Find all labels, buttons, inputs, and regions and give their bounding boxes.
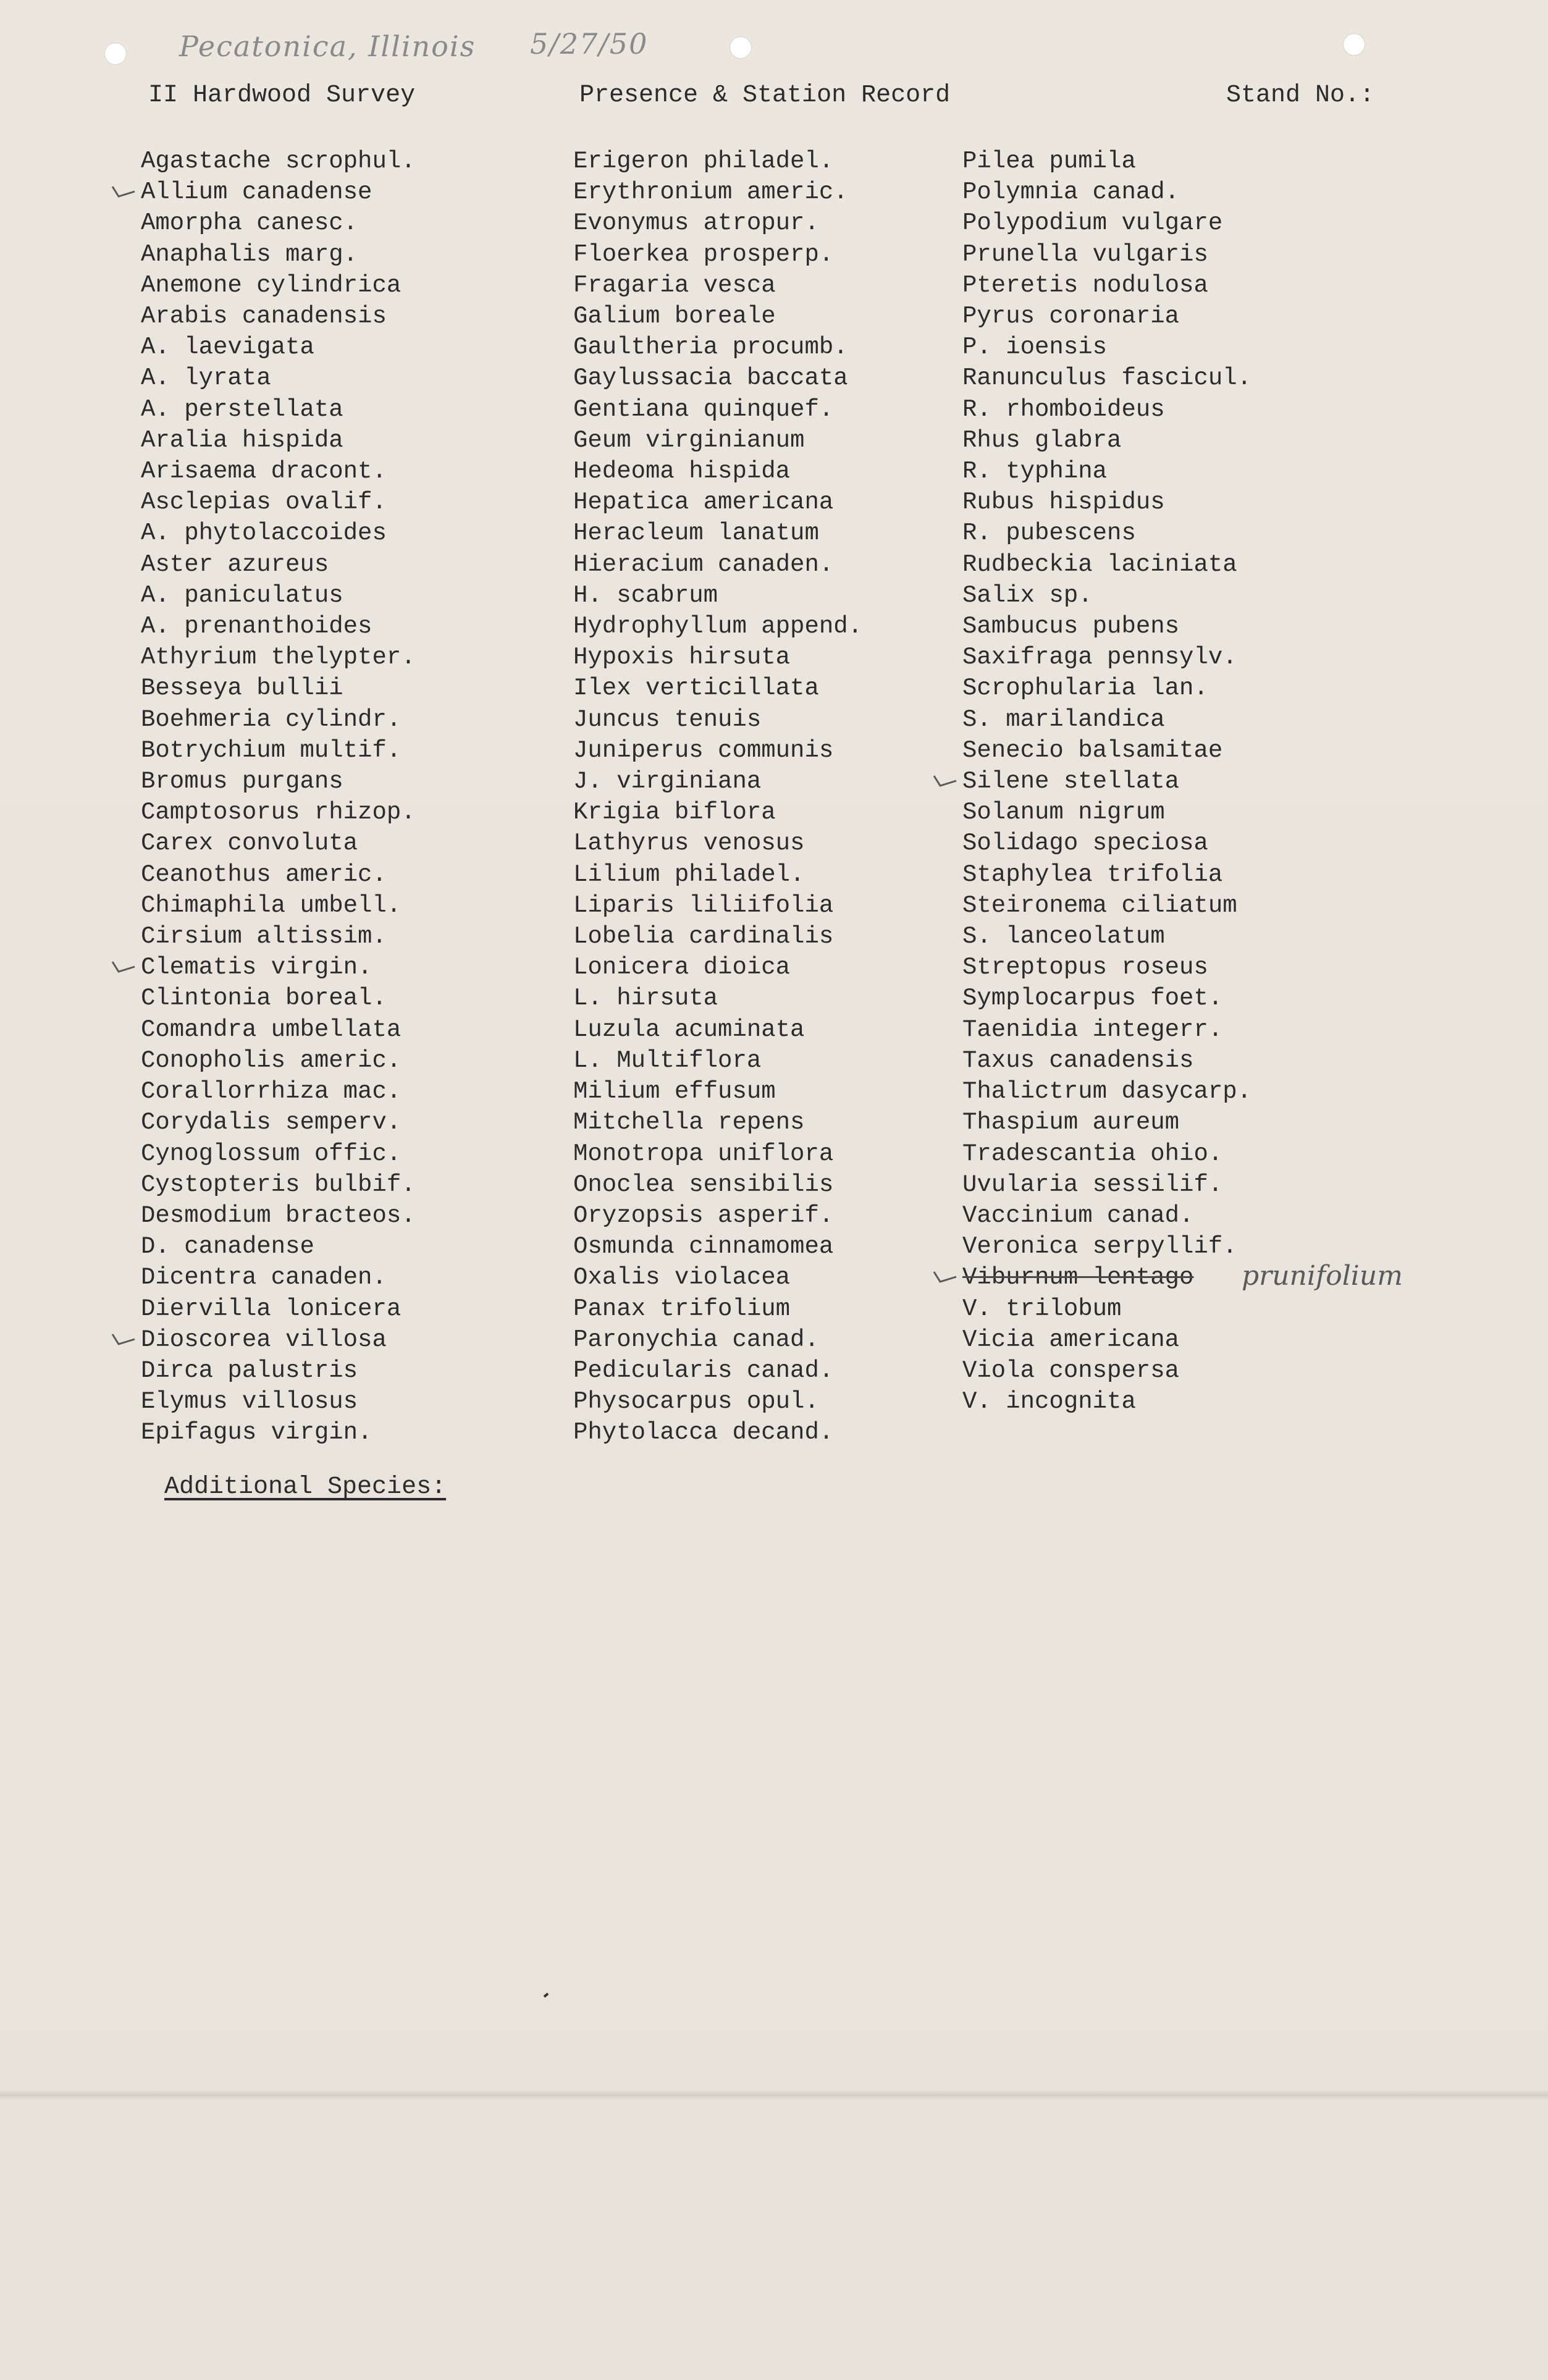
species-name: Scrophularia lan. <box>962 675 1208 702</box>
species-name: A. lyrata <box>141 364 271 392</box>
species-item <box>962 890 1251 921</box>
species-name: Rhus glabra <box>962 426 1122 454</box>
species-name: Gaultheria procumb. <box>573 334 848 361</box>
stand-number-label: Stand No.: <box>1226 82 1375 109</box>
species-item <box>573 1262 862 1293</box>
species-name: Evonymus atropur. <box>573 209 819 237</box>
species-item <box>141 1014 416 1045</box>
species-name: Viola conspersa <box>962 1356 1180 1384</box>
additional-species-label: Additional Species: <box>164 1473 447 1501</box>
checkmark-icon <box>111 956 136 974</box>
species-name: Dicentra canaden. <box>141 1264 387 1292</box>
species-name: Botrychium multif. <box>141 736 402 764</box>
species-item <box>573 983 862 1014</box>
species-name: Corallorrhiza mac. <box>141 1078 402 1106</box>
species-item <box>962 208 1251 238</box>
species-item <box>141 642 416 673</box>
species-name: Cynoglossum offic. <box>141 1140 402 1167</box>
species-name: Amorpha canesc. <box>141 209 358 237</box>
species-name: Anemone cylindrica <box>141 271 402 299</box>
species-item <box>141 549 416 580</box>
species-item <box>573 270 862 301</box>
species-name: Streptopus roseus <box>962 954 1208 982</box>
species-name: Erythronium americ. <box>573 179 848 206</box>
species-item <box>141 828 416 859</box>
species-name: Thaspium aureum <box>962 1109 1180 1137</box>
species-item <box>573 1386 862 1417</box>
species-item <box>962 1107 1251 1138</box>
species-item <box>573 146 862 177</box>
species-name: H. scabrum <box>573 581 718 609</box>
species-item <box>141 611 416 642</box>
species-item <box>141 1355 416 1386</box>
species-name: Krigia biflora <box>573 799 776 826</box>
species-name: Hydrophyllum append. <box>573 613 863 641</box>
species-name: Conopholis americ. <box>141 1046 402 1074</box>
species-column-1 <box>141 146 416 1449</box>
species-item <box>962 456 1251 487</box>
checkmark-icon <box>933 1266 957 1284</box>
species-item <box>962 921 1251 952</box>
handwritten-location: Pecatonica, Illinois <box>179 30 476 63</box>
species-item <box>141 921 416 952</box>
species-item <box>962 828 1251 859</box>
species-item <box>962 1355 1251 1386</box>
species-name: Veronica serpyllif. <box>962 1233 1237 1261</box>
species-item <box>962 487 1251 518</box>
species-name: Vaccinium canad. <box>962 1201 1194 1229</box>
species-item <box>141 1107 416 1138</box>
species-name: Chimaphila umbell. <box>141 891 402 919</box>
species-item <box>573 518 862 549</box>
species-item <box>962 1200 1251 1231</box>
species-name: Juniperus communis <box>573 736 834 764</box>
species-name: Camptosorus rhizop. <box>141 799 416 826</box>
species-name: S. lanceolatum <box>962 923 1165 951</box>
species-name: Viburnum lentago <box>962 1264 1194 1292</box>
species-name: Sambucus pubens <box>962 613 1180 641</box>
species-name: A. paniculatus <box>141 581 343 609</box>
species-item <box>962 1231 1251 1262</box>
species-item <box>573 301 862 332</box>
species-item <box>573 1169 862 1200</box>
species-item <box>573 1293 862 1324</box>
species-name: Taenidia integerr. <box>962 1015 1223 1043</box>
species-item <box>141 1169 416 1200</box>
species-name: A. laevigata <box>141 334 314 361</box>
species-name: A. phytolaccoides <box>141 519 387 547</box>
species-item <box>573 611 862 642</box>
species-item <box>573 921 862 952</box>
species-item <box>141 177 416 208</box>
species-item <box>573 735 862 766</box>
survey-title: II Hardwood Survey <box>148 82 416 109</box>
species-column-2 <box>573 146 862 1449</box>
species-item <box>573 859 862 890</box>
species-name: Cirsium altissim. <box>141 923 387 951</box>
species-name: Diervilla lonicera <box>141 1295 402 1322</box>
species-name: Erigeron philadel. <box>573 148 834 175</box>
species-name: Galium boreale <box>573 303 776 330</box>
species-item <box>141 270 416 301</box>
species-item <box>573 1417 862 1448</box>
species-item <box>962 766 1251 797</box>
species-name: Ranunculus fascicul. <box>962 364 1252 392</box>
species-item <box>141 890 416 921</box>
punch-hole-center <box>730 37 751 58</box>
species-item <box>573 1107 862 1138</box>
species-name: Paronychia canad. <box>573 1326 819 1353</box>
species-item <box>141 208 416 238</box>
species-item <box>573 487 862 518</box>
species-name: Liparis liliifolia <box>573 891 834 919</box>
species-name: Arisaema dracont. <box>141 458 387 486</box>
species-name: Aster azureus <box>141 550 329 578</box>
species-name: Floerkea prosperp. <box>573 240 834 268</box>
species-item <box>573 580 862 611</box>
species-name: Oxalis violacea <box>573 1264 791 1292</box>
species-name: Solidago speciosa <box>962 830 1208 857</box>
species-item <box>141 363 416 393</box>
species-name: Luzula acuminata <box>573 1015 805 1043</box>
species-item <box>573 766 862 797</box>
species-item <box>141 1293 416 1324</box>
species-item <box>141 704 416 735</box>
species-item <box>573 549 862 580</box>
species-item <box>962 146 1251 177</box>
species-item <box>573 1231 862 1262</box>
species-name: Phytolacca decand. <box>573 1419 834 1447</box>
species-name: Dirca palustris <box>141 1356 358 1384</box>
species-item <box>573 363 862 393</box>
species-name: Mitchella repens <box>573 1109 805 1137</box>
checkmark-icon <box>111 180 136 199</box>
species-item <box>141 332 416 363</box>
species-name: A. prenanthoides <box>141 613 372 641</box>
species-name: Lilium philadel. <box>573 860 805 888</box>
species-name: Carex convoluta <box>141 830 358 857</box>
species-item <box>141 859 416 890</box>
species-name: Juncus tenuis <box>573 705 762 733</box>
species-item <box>962 1076 1251 1107</box>
species-item <box>141 952 416 983</box>
species-name: V. incognita <box>962 1388 1136 1416</box>
checkmark-icon <box>111 1328 136 1347</box>
species-name: Besseya bullii <box>141 675 343 702</box>
species-name: Symplocarpus foet. <box>962 985 1223 1012</box>
species-name: Heracleum lanatum <box>573 519 819 547</box>
species-item <box>573 456 862 487</box>
species-name: Lathyrus venosus <box>573 830 805 857</box>
species-item <box>962 704 1251 735</box>
species-name: Athyrium thelypter. <box>141 644 416 671</box>
species-name: Cystopteris bulbif. <box>141 1171 416 1198</box>
species-name: Panax trifolium <box>573 1295 791 1322</box>
punch-hole-right <box>1344 34 1365 55</box>
species-item <box>141 425 416 456</box>
species-item <box>141 1138 416 1169</box>
species-name: Corydalis semperv. <box>141 1109 402 1137</box>
species-item <box>573 1045 862 1076</box>
species-item <box>573 394 862 425</box>
species-name: Elymus villosus <box>141 1388 358 1416</box>
species-item <box>573 425 862 456</box>
species-item <box>962 859 1251 890</box>
species-item <box>962 1045 1251 1076</box>
species-item <box>573 1076 862 1107</box>
species-name: V. trilobum <box>962 1295 1122 1322</box>
species-name: Steironema ciliatum <box>962 891 1237 919</box>
species-item <box>573 890 862 921</box>
species-item <box>962 239 1251 270</box>
species-name: Boehmeria cylindr. <box>141 705 402 733</box>
species-name: Comandra umbellata <box>141 1015 402 1043</box>
species-item <box>573 1324 862 1355</box>
species-name: Anaphalis marg. <box>141 240 358 268</box>
species-item <box>141 456 416 487</box>
handwritten-date: 5/27/50 <box>530 27 649 61</box>
species-name: Polypodium vulgare <box>962 209 1223 237</box>
species-name: Pyrus coronaria <box>962 303 1180 330</box>
species-name: Agastache scrophul. <box>141 148 416 175</box>
species-name: Osmunda cinnamomea <box>573 1233 834 1261</box>
species-item <box>573 1355 862 1386</box>
species-name: R. pubescens <box>962 519 1136 547</box>
species-item <box>962 1169 1251 1200</box>
species-name: Uvularia sessilif. <box>962 1171 1223 1198</box>
species-item <box>962 1324 1251 1355</box>
species-name: J. virginiana <box>573 768 762 796</box>
species-name: Clematis virgin. <box>141 954 372 982</box>
species-item <box>962 394 1251 425</box>
species-name: Tradescantia ohio. <box>962 1140 1223 1167</box>
species-item <box>962 611 1251 642</box>
species-name: L. hirsuta <box>573 985 718 1012</box>
species-name: Monotropa uniflora <box>573 1140 834 1167</box>
species-name: Arabis canadensis <box>141 303 387 330</box>
species-item <box>141 735 416 766</box>
species-name: Vicia americana <box>962 1326 1180 1353</box>
species-name: Hedeoma hispida <box>573 458 791 486</box>
species-item <box>962 952 1251 983</box>
species-name: R. rhomboideus <box>962 395 1165 423</box>
species-name: Milium effusum <box>573 1078 776 1106</box>
punch-hole-left <box>105 43 126 64</box>
checkmark-icon <box>933 770 957 788</box>
species-item <box>141 518 416 549</box>
species-item <box>962 983 1251 1014</box>
species-name: Gentiana quinquef. <box>573 395 834 423</box>
species-name: Lobelia cardinalis <box>573 923 834 951</box>
species-item <box>141 146 416 177</box>
species-name: Ilex verticillata <box>573 675 819 702</box>
species-name: Solanum nigrum <box>962 799 1165 826</box>
species-item <box>573 704 862 735</box>
species-name: Rudbeckia laciniata <box>962 550 1237 578</box>
species-item <box>962 270 1251 301</box>
species-name: Physocarpus opul. <box>573 1388 819 1416</box>
species-name: Bromus purgans <box>141 768 343 796</box>
species-item <box>141 1417 416 1448</box>
record-title: Presence & Station Record <box>579 82 951 109</box>
species-item <box>962 425 1251 456</box>
species-item <box>962 301 1251 332</box>
species-item <box>573 239 862 270</box>
species-item <box>141 394 416 425</box>
species-item <box>141 1324 416 1355</box>
species-name: A. perstellata <box>141 395 343 423</box>
species-name: Pedicularis canad. <box>573 1356 834 1384</box>
species-item <box>573 1138 862 1169</box>
species-item <box>962 797 1251 828</box>
species-item <box>573 208 862 238</box>
species-name: Senecio balsamitae <box>962 736 1223 764</box>
species-item <box>141 239 416 270</box>
species-item <box>573 1200 862 1231</box>
species-item <box>573 797 862 828</box>
ink-speck <box>544 1993 549 1998</box>
species-item <box>573 952 862 983</box>
species-item <box>962 1293 1251 1324</box>
species-item <box>573 642 862 673</box>
species-item <box>962 1386 1251 1417</box>
species-name: Lonicera dioica <box>573 954 791 982</box>
species-name: Staphylea trifolia <box>962 860 1223 888</box>
species-item <box>962 549 1251 580</box>
species-name: Saxifraga pennsylv. <box>962 644 1237 671</box>
species-name: Thalictrum dasycarp. <box>962 1078 1252 1106</box>
species-name: Silene stellata <box>962 768 1180 796</box>
species-name: Gaylussacia baccata <box>573 364 848 392</box>
species-name: P. ioensis <box>962 334 1108 361</box>
species-name: Polymnia canad. <box>962 179 1180 206</box>
species-name: Rubus hispidus <box>962 489 1165 516</box>
species-item <box>962 735 1251 766</box>
species-name: Hypoxis hirsuta <box>573 644 791 671</box>
species-item <box>141 487 416 518</box>
species-item <box>141 1262 416 1293</box>
species-item <box>141 1231 416 1262</box>
species-name: L. Multiflora <box>573 1046 762 1074</box>
species-name: Oryzopsis asperif. <box>573 1201 834 1229</box>
species-name: Ceanothus americ. <box>141 860 387 888</box>
species-item <box>962 1262 1251 1293</box>
species-item <box>962 580 1251 611</box>
species-item <box>962 1138 1251 1169</box>
species-item <box>141 1076 416 1107</box>
species-name: Geum virginianum <box>573 426 805 454</box>
species-name: Onoclea sensibilis <box>573 1171 834 1198</box>
species-name: Epifagus virgin. <box>141 1419 372 1447</box>
species-name: Hepatica americana <box>573 489 834 516</box>
species-name: Clintonia boreal. <box>141 985 387 1012</box>
species-name: Allium canadense <box>141 179 372 206</box>
species-item <box>962 518 1251 549</box>
species-name: Prunella vulgaris <box>962 240 1208 268</box>
species-item <box>962 673 1251 704</box>
species-item <box>141 766 416 797</box>
species-item <box>141 1200 416 1231</box>
species-name: Desmodium bracteos. <box>141 1201 416 1229</box>
species-item <box>141 1045 416 1076</box>
species-item <box>962 1014 1251 1045</box>
species-item <box>141 673 416 704</box>
species-item <box>141 983 416 1014</box>
species-column-3 <box>962 146 1251 1417</box>
species-name: R. typhina <box>962 458 1108 486</box>
handwritten-annotation: prunifolium <box>1242 1260 1403 1292</box>
species-name: Pilea pumila <box>962 148 1136 175</box>
species-item <box>573 828 862 859</box>
paper-fold <box>0 2091 1548 2100</box>
species-item <box>573 332 862 363</box>
species-item <box>962 332 1251 363</box>
species-name: Aralia hispida <box>141 426 343 454</box>
species-name: Salix sp. <box>962 581 1093 609</box>
species-item <box>141 797 416 828</box>
species-item <box>141 1386 416 1417</box>
species-item <box>573 1014 862 1045</box>
species-item <box>962 363 1251 393</box>
species-item <box>962 642 1251 673</box>
species-name: S. marilandica <box>962 705 1165 733</box>
species-name: Hieracium canaden. <box>573 550 834 578</box>
species-name: Dioscorea villosa <box>141 1326 387 1353</box>
species-item <box>141 301 416 332</box>
species-name: Asclepias ovalif. <box>141 489 387 516</box>
species-name: Fragaria vesca <box>573 271 776 299</box>
species-name: D. canadense <box>141 1233 314 1261</box>
species-name: Pteretis nodulosa <box>962 271 1208 299</box>
species-item <box>962 177 1251 208</box>
species-item <box>573 177 862 208</box>
species-item <box>573 673 862 704</box>
species-name: Taxus canadensis <box>962 1046 1194 1074</box>
species-item <box>141 580 416 611</box>
